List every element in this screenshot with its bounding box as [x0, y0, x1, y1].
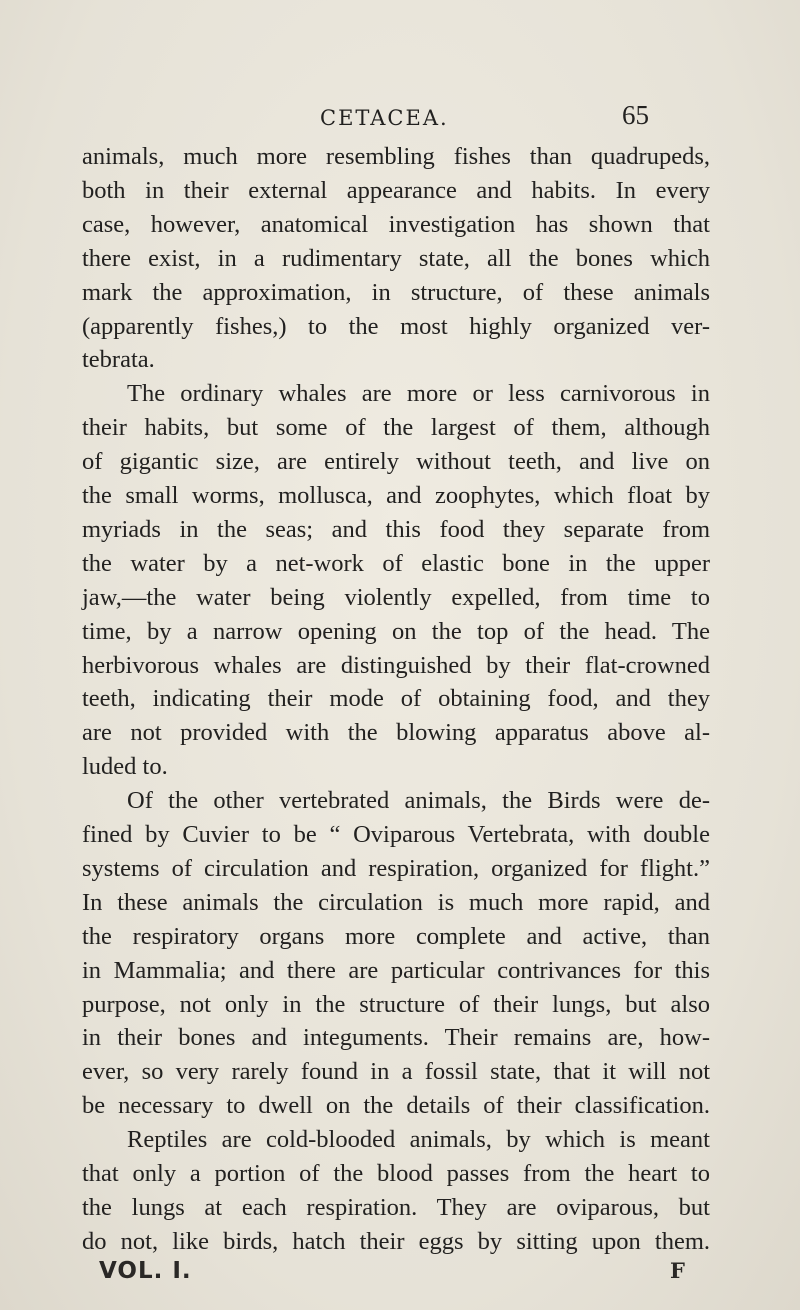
text-line: animals, much more resembling fishes than quadrupeds,	[82, 143, 710, 170]
text-line: the lungs at each respiration. They are oviparous, but	[82, 1193, 710, 1221]
text-line: purpose, not only in the structure of their lungs, but also	[82, 990, 710, 1018]
text-line: their habits, but some of the largest of them, although	[82, 414, 710, 442]
text-line: both in their external appearance and habits. In every	[82, 176, 710, 204]
text-line: are not provided with the blowing apparatus above al-	[82, 719, 710, 747]
text-line: The ordinary whales are more or less carnivorous in	[127, 380, 710, 408]
text-line: that only a portion of the blood passes from the heart to	[82, 1160, 710, 1187]
running-head: CETACEA.	[320, 106, 449, 130]
text-line: In these animals the circulation is much more rapid, and	[82, 888, 710, 916]
text-line: systems of circulation and respiration, organized for flight.”	[82, 854, 710, 882]
text-line: do not, like birds, hatch their eggs by sitting upon them.	[82, 1227, 710, 1255]
text-line: myriads in the seas; and this food they separate from	[82, 515, 710, 543]
text-line: of gigantic size, are entirely without teeth, and live on	[82, 448, 710, 476]
text-line: the respiratory organs more complete and active, than	[82, 922, 710, 950]
text-line: in their bones and integuments. Their remains are, how-	[82, 1024, 710, 1052]
text-line: the small worms, mollusca, and zoophytes, which float by	[82, 482, 710, 509]
text-line: there exist, in a rudimentary state, all the bones which	[82, 244, 710, 272]
text-line: mark the approximation, in structure, of these animals	[82, 278, 710, 306]
text-line: fined by Cuvier to be “ Oviparous Vertebrata, with double	[82, 821, 710, 848]
text-line: be necessary to dwell on the details of their classification.	[82, 1092, 710, 1120]
gathering-signature: F	[670, 1258, 685, 1283]
text-line: time, by a narrow opening on the top of the head. The	[82, 617, 710, 645]
page-number: 65	[622, 100, 649, 130]
text-line: Of the other vertebrated animals, the Birds were de-	[127, 787, 710, 815]
text-line: luded to.	[82, 753, 168, 781]
volume-signature: VOL. I.	[99, 1258, 192, 1284]
text-line: jaw,—the water being violently expelled, from time to	[82, 583, 710, 611]
text-line: in Mammalia; and there are particular contrivances for this	[82, 956, 710, 984]
text-line: the water by a net-work of elastic bone in the upper	[82, 549, 710, 577]
text-line: case, however, anatomical investigation has shown that	[82, 210, 710, 238]
page-footer	[0, 1258, 800, 1288]
text-line: teeth, indicating their mode of obtaining food, and they	[82, 685, 710, 713]
text-line: Reptiles are cold-blooded animals, by which is meant	[127, 1126, 710, 1154]
text-line: (apparently fishes,) to the most highly organized ver-	[82, 312, 710, 340]
text-line: ever, so very rarely found in a fossil state, that it will not	[82, 1058, 710, 1086]
text-line: tebrata.	[82, 346, 155, 374]
text-line: herbivorous whales are distinguished by their flat-crowned	[82, 651, 710, 679]
